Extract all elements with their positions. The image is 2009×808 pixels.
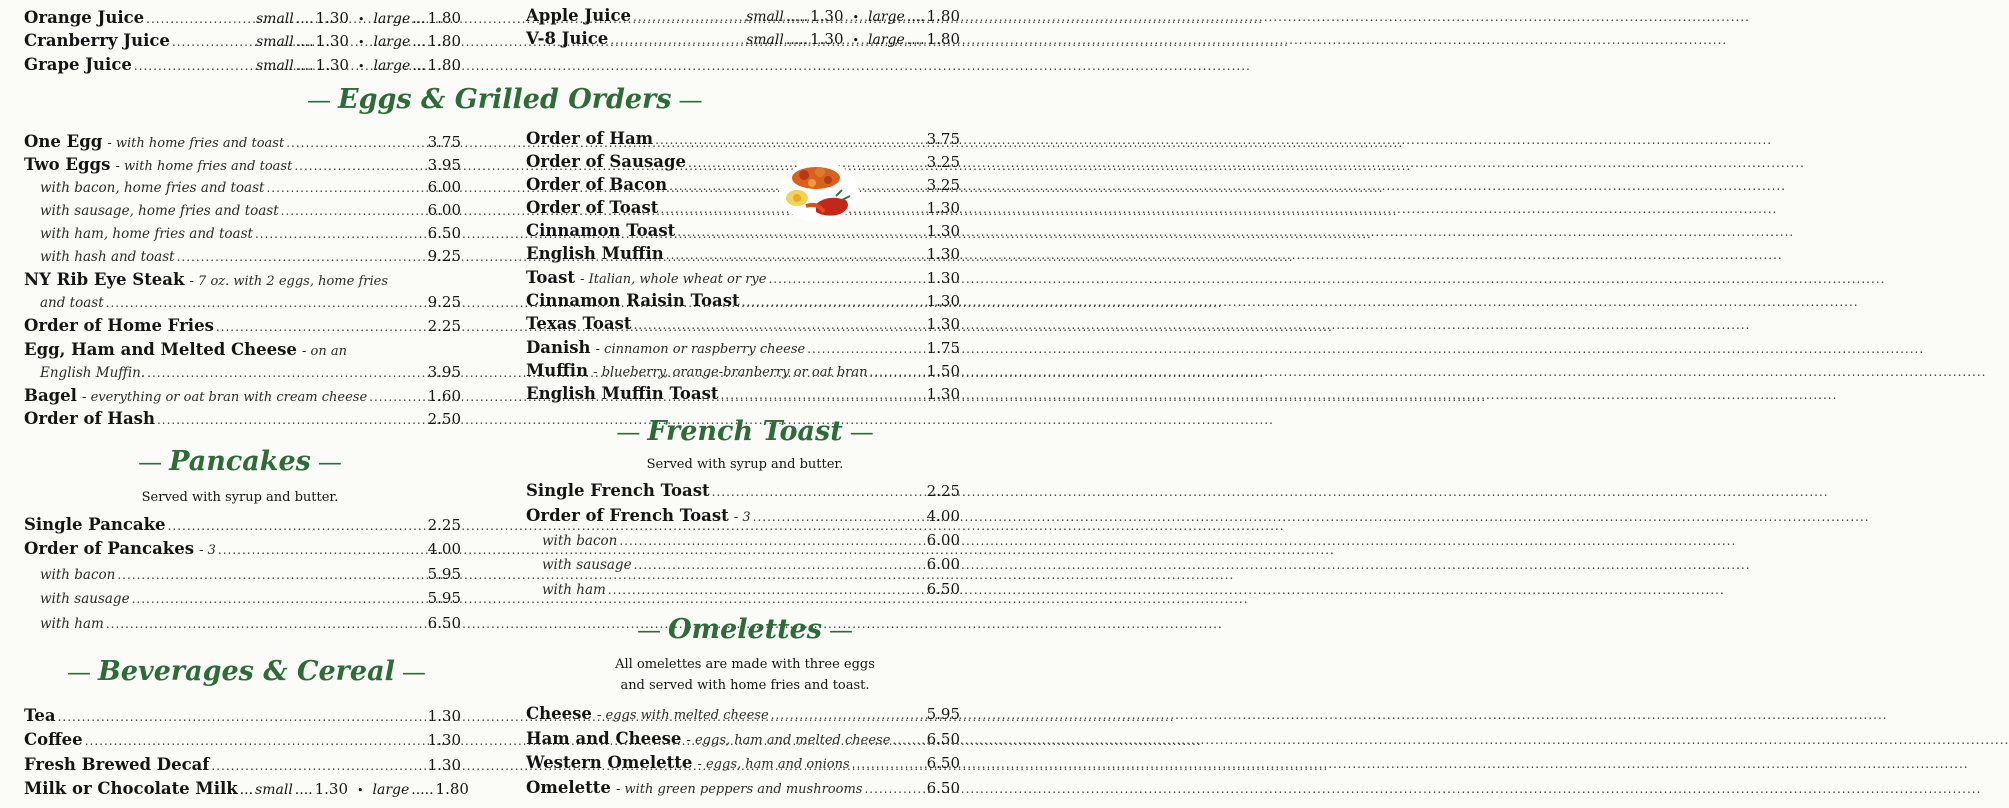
- menu-item: Tea ..... 1.30: [24, 706, 461, 725]
- breakfast-plate-image: [776, 156, 862, 226]
- menu-subitem: with ham ..... 6.50: [526, 580, 960, 598]
- menu-subitem: English Muffin. ..... 3.95: [24, 363, 461, 381]
- menu-item: English Muffin ..... 1.30: [526, 244, 960, 263]
- menu-item: Order of Ham ..... 3.75: [526, 129, 960, 148]
- menu-item: Order of Toast ..... 1.30: [526, 198, 960, 217]
- menu-subitem: with hash and toast ..... 9.25: [24, 247, 461, 265]
- menu-subitem: with sausage, home fries and toast ..... 6.00: [24, 201, 461, 219]
- omelettes-note-line1: All omelettes are made with three eggs: [615, 657, 875, 672]
- menu-item: Texas Toast ..... 1.30: [526, 314, 960, 333]
- menu-item: Cranberry Juice ..... small .... 1.30 • large ... 1.80: [24, 31, 461, 50]
- omelettes-note-line2: and served with home fries and toast.: [620, 678, 870, 693]
- menu-item: Cheese - eggs with melted cheese ..... 5.95: [526, 704, 960, 723]
- pancakes-note: Served with syrup and butter.: [141, 490, 339, 505]
- menu-item: Order of Bacon ..... 3.25: [526, 175, 960, 194]
- menu-item: Two Eggs - with home fries and toast ..... 3.95: [24, 155, 461, 174]
- menu-item: Single French Toast ..... 2.25: [526, 481, 960, 500]
- menu-item: Bagel - everything or oat bran with cream cheese ..... 1.60: [24, 386, 461, 405]
- section-heading-beverages: — Beverages & Cereal —: [67, 656, 426, 687]
- menu-item: Toast - Italian, whole wheat or rye ..... 1.30: [526, 268, 960, 287]
- menu-item: Order of Hash ..... 2.50: [24, 409, 461, 428]
- menu-item: Muffin - blueberry, orange-branberry or oat bran ..... 1.50: [526, 361, 960, 380]
- menu-item: Order of Pancakes - 3 ..... 4.00: [24, 539, 461, 558]
- menu-item: One Egg - with home fries and toast ..... 3.75: [24, 132, 461, 151]
- french-toast-note: Served with syrup and butter.: [646, 457, 844, 472]
- menu-item: Apple Juice ..... small ..... 1.30 • large .... 1.80: [526, 6, 960, 25]
- menu-subitem: with sausage ..... 6.00: [526, 555, 960, 573]
- menu-item: Omelette - with green peppers and mushrooms ..... 6.50: [526, 778, 960, 797]
- menu-subitem: with bacon, home fries and toast ..... 6.00: [24, 178, 461, 196]
- menu-item: NY Rib Eye Steak - 7 oz. with 2 eggs, home fries: [24, 270, 388, 289]
- menu-item: Ham and Cheese - eggs, ham and melted cheese ..... 6.50: [526, 729, 960, 748]
- section-heading-pancakes: — Pancakes —: [138, 446, 342, 477]
- menu-subitem: with ham, home fries and toast ..... 6.50: [24, 224, 461, 242]
- menu-item: Orange Juice ..... small .... 1.30 • large ... 1.80: [24, 8, 461, 27]
- menu-item: English Muffin Toast ..... 1.30: [526, 384, 960, 403]
- section-heading-french-toast: — French Toast —: [616, 416, 874, 447]
- menu-item: Single Pancake ..... 2.25: [24, 515, 461, 534]
- menu-item: Order of Home Fries ..... 2.25: [24, 316, 461, 335]
- menu-subitem: and toast ..... 9.25: [24, 293, 461, 311]
- menu-item: Fresh Brewed Decaf ..... 1.30: [24, 755, 461, 774]
- section-heading-eggs: — Eggs & Grilled Orders —: [307, 84, 703, 115]
- menu-item: Cinnamon Raisin Toast ..... 1.30: [526, 291, 960, 310]
- menu-subitem: with bacon ..... 5.95: [24, 565, 461, 583]
- menu-subitem: with sausage ..... 5.95: [24, 589, 461, 607]
- menu-item: Danish - cinnamon or raspberry cheese ..... 1.75: [526, 338, 960, 357]
- menu-item: Egg, Ham and Melted Cheese - on an: [24, 340, 348, 359]
- menu-item: Order of French Toast - 3 ..... 4.00: [526, 506, 960, 525]
- menu-item: Grape Juice ..... small .... 1.30 • large ... 1.80: [24, 55, 461, 74]
- menu-item: Western Omelette - eggs, ham and onions ..... 6.50: [526, 753, 960, 772]
- menu-item: Coffee ..... 1.30: [24, 730, 461, 749]
- section-heading-omelettes: — Omelettes —: [636, 614, 854, 645]
- menu-item: V-8 Juice ..... small ..... 1.30 • large .... 1.80: [526, 29, 960, 48]
- menu-subitem: with bacon ..... 6.00: [526, 531, 960, 549]
- menu-item: Cinnamon Toast ..... 1.30: [526, 221, 960, 240]
- menu-item: Order of Sausage ..... 3.25: [526, 152, 960, 171]
- menu-subitem: with ham ..... 6.50: [24, 614, 461, 632]
- menu-item: Milk or Chocolate Milk ... small .... 1.30 • large ..... 1.80: [24, 779, 469, 798]
